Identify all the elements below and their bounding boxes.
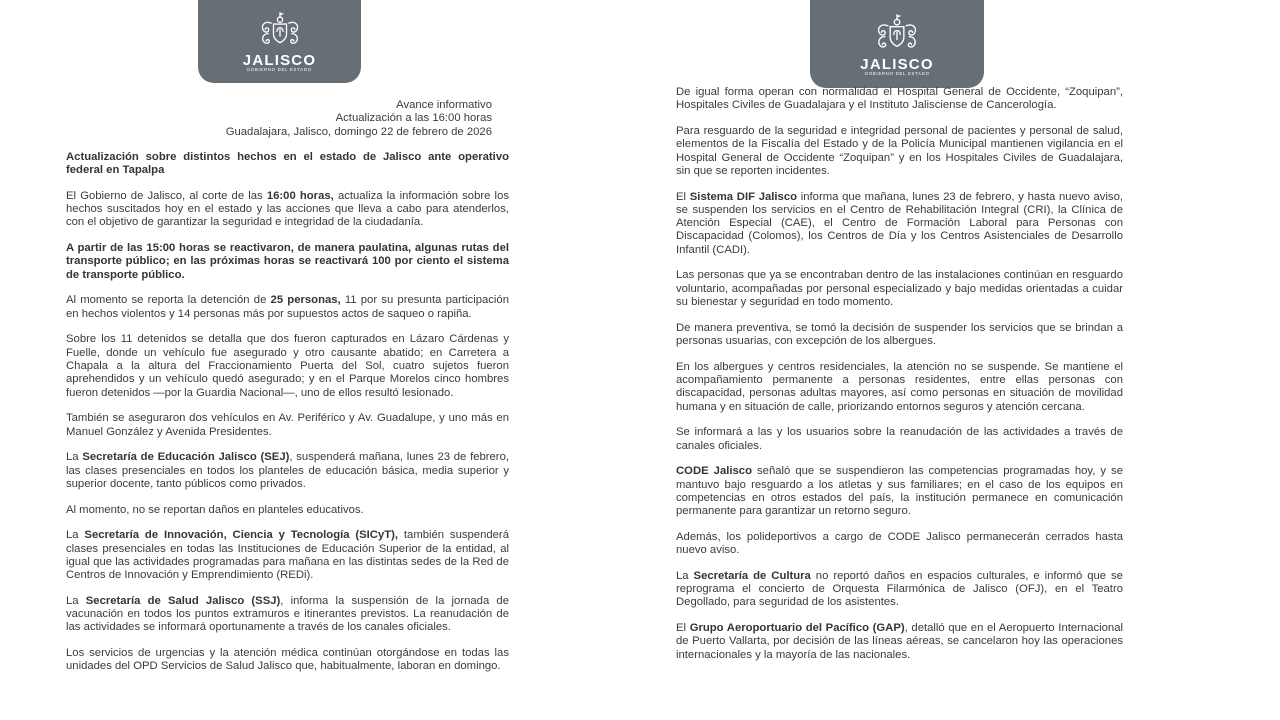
paragraph: Los servicios de urgencias y la atención médica continúan otorgándose en todas las unidades del OPD Servicios de Salud Jalisco que, habitualmente, laboran en domingo.	[66, 647, 509, 673]
paragraph: Las personas que ya se encontraban dentro de las instalaciones continúan en resguardo voluntario, acompañadas por personal especializado y bajo medidas orientadas a cuidar su bienestar y seguridad en todo momento.	[676, 269, 1123, 309]
header-line-title: Avance informativo	[396, 99, 492, 111]
document-header	[66, 99, 509, 139]
header-line-dateline: Guadalajara, Jalisco, domingo 22 de febrero de 2026	[225, 125, 492, 138]
paragraph: Al momento se reporta la detención de 25 personas, 11 por su presunta participación en hechos violentos y 14 personas más por supuestos actos de saqueo o rapiña.	[66, 294, 509, 320]
jalisco-logo-left	[198, 0, 361, 83]
paragraph: La Secretaría de Salud Jalisco (SSJ), informa la suspensión de la jornada de vacunación en todos los puntos extramuros e itinerantes previstos. La reanudación de las actividades se informará oportunamente a través de los canales oficiales.	[66, 594, 509, 634]
logo-wordmark: JALISCO	[860, 56, 934, 73]
paragraph: La Secretaría de Innovación, Ciencia y Tecnología (SICyT), también suspenderá clases presenciales en todas las Instituciones de Educación Superior de la entidad, al igual que las actividades programadas para mañana en las distintas sedes de la Red de Centros de Innovación y Emprendimiento (REDi).	[66, 529, 509, 582]
paragraph: Sobre los 11 detenidos se detalla que dos fueron capturados en Lázaro Cárdenas y Fuelle, donde un vehículo fue asegurado y otro causante abatido; en Carretera a Chapala a la altura del Fraccionamiento Puerta del Sol, cuatro sujetos fueron aprehendidos y un vehículo quedó asegurado; y en el Parque Morelos cinco hombres fueron detenidos —por la Guardia Nacional—, uno de ellos resultó lesionado.	[66, 333, 509, 399]
logo-subtitle: GOBIERNO DEL ESTADO	[864, 72, 930, 77]
page-1-text-column	[66, 99, 509, 674]
paragraph: La Secretaría de Cultura no reportó daños en espacios culturales, e informó que se reprograma el concierto de Orquesta Filarmónica de Jalisco (OFJ), en el Teatro Degollado, para seguridad de los asistentes.	[676, 569, 1123, 609]
logo-wordmark: JALISCO	[242, 52, 317, 69]
paragraph: En los albergues y centros residenciales, la atención no se suspende. Se mantiene el acompañamiento permanente a personas residentes, entre ellas personas con discapacidad, personas adultas mayores, así como personas en situación de movilidad humana y en situación de calle, priorizando entornos seguros y atención cercana.	[676, 360, 1123, 413]
paragraph: El Grupo Aeroportuario del Pacífico (GAP), detalló que en el Aeropuerto Internacional de Puerto Vallarta, por decisión de las líneas aéreas, se cancelaron hoy las operaciones internacionales y la mayoría de las nacionales.	[676, 622, 1123, 661]
jalisco-crest-icon	[873, 13, 921, 55]
jalisco-logo-right	[810, 0, 984, 88]
paragraph: De igual forma operan con normalidad el Hospital General de Occidente, “Zoquipan”, Hospitales Civiles de Guadalajara y el Instituto Jalisciense de Cancerología.	[676, 86, 1123, 112]
paragraph: De manera preventiva, se tomó la decisión de suspender los servicios que se brindan a personas usuarias, con excepción de los albergues.	[676, 321, 1123, 348]
paragraph: El Gobierno de Jalisco, al corte de las 16:00 horas, actualiza la información sobre los hechos suscitados hoy en el estado y las acciones que lleva a cabo para atenderlos, con el objetivo de garantizar la seguridad e integridad de la ciudadanía.	[66, 189, 510, 229]
paragraph: Se informará a las y los usuarios sobre la reanudación de las actividades a través de canales oficiales.	[676, 426, 1123, 452]
header-line-update-time: Actualización a las 16:00 horas	[335, 112, 492, 125]
paragraph: CODE Jalisco señaló que se suspendieron las competencias programadas hoy, y se mantuvo bajo resguardo a los atletas y sus familiares; en el caso de los equipos en competencias en otros estados del país, la institución permanece en comunicación permanente para garantizar un retorno seguro.	[676, 465, 1123, 518]
paragraph: Al momento, no se reportan daños en planteles educativos.	[66, 503, 364, 516]
document-title: Actualización sobre distintos hechos en el estado de Jalisco ante operativo federal en Tapalpa	[66, 150, 509, 177]
paragraph: El Sistema DIF Jalisco informa que mañana, lunes 23 de febrero, y hasta nuevo aviso, se suspenden los servicios en el Centro de Rehabilitación Integral (CRI), la Clínica de Atención Especial (CAE), el Centro de Formación Laboral para Personas con Discapacidad (Colomos), los Centros de Día y los Centros Asistenciales de Desarrollo Infantil (CADI).	[676, 190, 1123, 256]
paragraph: La Secretaría de Educación Jalisco (SEJ), suspenderá mañana, lunes 23 de febrero, las clases presenciales en todos los planteles de educación básica, media superior y superior docente, tanto públicos como privados.	[66, 451, 509, 490]
paragraph: A partir de las 15:00 horas se reactivaron, de manera paulatina, algunas rutas del transporte público; en las próximas horas se reactivará 100 por ciento el sistema de transporte público.	[66, 242, 509, 281]
logo-subtitle: GOBIERNO DEL ESTADO	[246, 68, 313, 73]
paragraph: Además, los polideportivos a cargo de CODE Jalisco permanecerán cerrados hasta nuevo aviso.	[676, 530, 1123, 557]
jalisco-crest-icon	[257, 11, 303, 51]
paragraph: Para resguardo de la seguridad e integridad personal de pacientes y personal de salud, elementos de la Fiscalía del Estado y de la Policía Municipal mantienen vigilancia en el Hospital General de Occidente “Zoquipan” y en los Hospitales Civiles de Guadalajara, sin que se reporten incidentes.	[676, 124, 1123, 177]
paragraph: También se aseguraron dos vehículos en Av. Periférico y Av. Guadalupe, y uno más en Manuel González y Avenida Presidentes.	[66, 412, 509, 438]
page-2-text-column	[676, 86, 1123, 662]
